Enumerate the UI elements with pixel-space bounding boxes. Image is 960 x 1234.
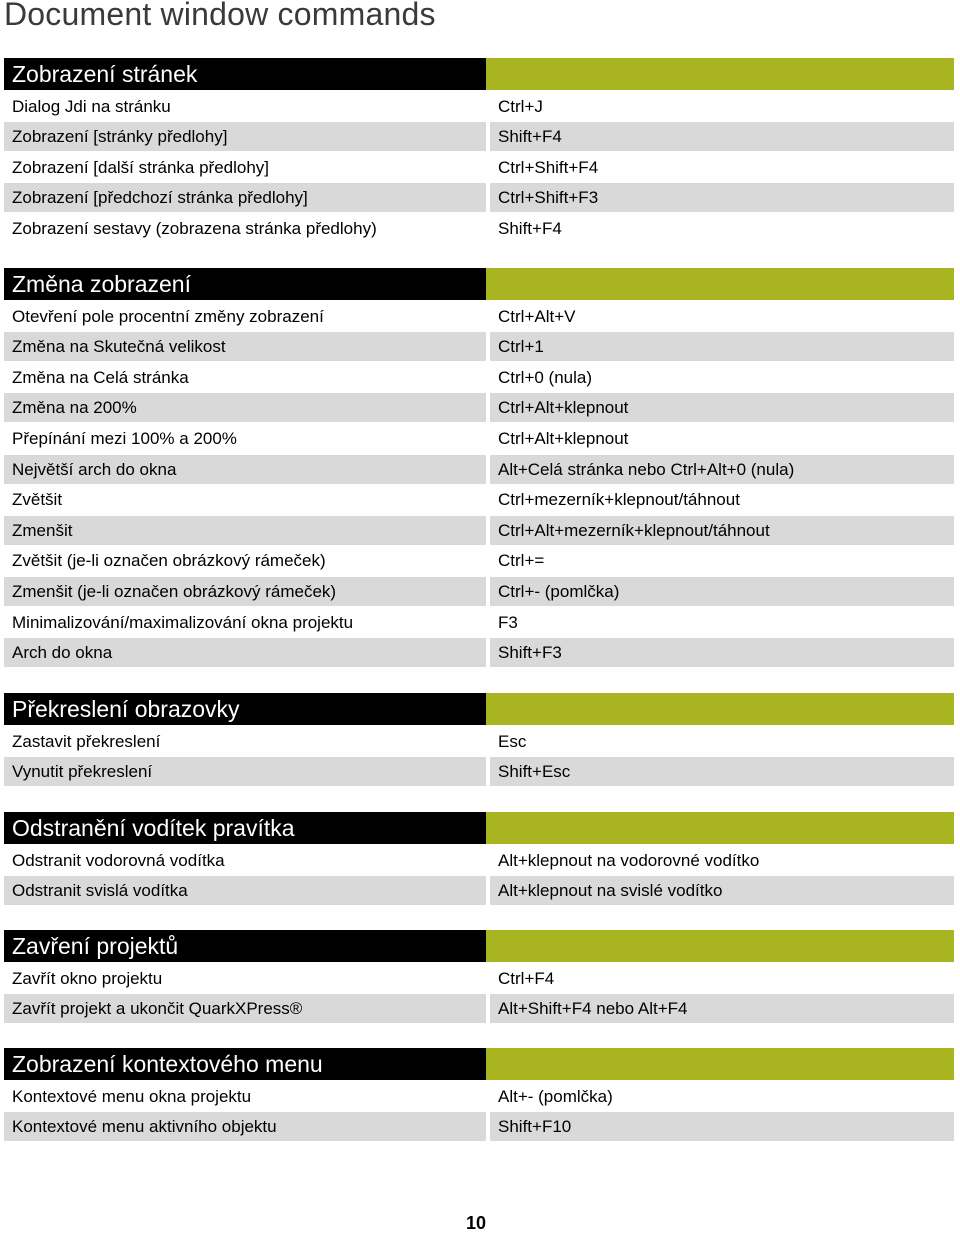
shortcut-row <box>4 332 954 361</box>
shortcut-section <box>4 58 954 243</box>
command-label: Změna na 200% <box>4 393 486 422</box>
command-label: Zastavit překreslení <box>4 727 486 756</box>
section-heading: Zobrazení stránek <box>4 58 486 90</box>
section-heading: Zavření projektů <box>4 930 486 962</box>
section-header <box>4 812 954 844</box>
shortcut-keys: Ctrl+Alt+mezerník+klepnout/táhnout <box>490 516 954 545</box>
shortcut-row <box>4 393 954 422</box>
shortcut-row <box>4 608 954 637</box>
page-title: Document window commands <box>4 0 436 32</box>
shortcut-keys: Ctrl+Shift+F4 <box>490 153 954 182</box>
shortcut-section <box>4 930 954 1023</box>
command-label: Odstranit svislá vodítka <box>4 876 486 905</box>
command-label: Zmenšit <box>4 516 486 545</box>
command-label: Přepínání mezi 100% a 200% <box>4 424 486 453</box>
shortcut-keys: Shift+F4 <box>490 122 954 151</box>
shortcut-row <box>4 122 954 151</box>
command-label: Vynutit překreslení <box>4 757 486 786</box>
shortcut-keys: Ctrl+= <box>490 546 954 575</box>
shortcut-keys: Alt+Shift+F4 nebo Alt+F4 <box>490 994 954 1023</box>
shortcut-section <box>4 268 954 667</box>
command-label: Změna na Skutečná velikost <box>4 332 486 361</box>
shortcut-keys: F3 <box>490 608 954 637</box>
shortcut-row <box>4 1112 954 1141</box>
shortcut-keys: Shift+Esc <box>490 757 954 786</box>
shortcut-keys: Ctrl+Shift+F3 <box>490 183 954 212</box>
shortcut-keys: Esc <box>490 727 954 756</box>
command-label: Zavřít projekt a ukončit QuarkXPress® <box>4 994 486 1023</box>
shortcut-keys: Alt+klepnout na vodorovné vodítko <box>490 846 954 875</box>
shortcut-row <box>4 964 954 993</box>
shortcut-keys: Alt+Celá stránka nebo Ctrl+Alt+0 (nula) <box>490 455 954 484</box>
command-label: Otevření pole procentní změny zobrazení <box>4 302 486 331</box>
command-label: Zvětšit (je-li označen obrázkový rámeček) <box>4 546 486 575</box>
command-label: Zobrazení [stránky předlohy] <box>4 122 486 151</box>
shortcut-keys: Alt+klepnout na svislé vodítko <box>490 876 954 905</box>
shortcut-keys: Shift+F10 <box>490 1112 954 1141</box>
command-label: Kontextové menu aktivního objektu <box>4 1112 486 1141</box>
shortcut-keys: Ctrl+mezerník+klepnout/táhnout <box>490 485 954 514</box>
shortcut-row <box>4 757 954 786</box>
shortcut-row <box>4 302 954 331</box>
section-accent-bar <box>486 1048 954 1080</box>
page-number: 10 <box>465 1213 487 1233</box>
shortcut-keys: Ctrl+Alt+klepnout <box>490 424 954 453</box>
shortcut-keys: Ctrl+0 (nula) <box>490 363 954 392</box>
section-accent-bar <box>486 812 954 844</box>
section-heading: Změna zobrazení <box>4 268 486 300</box>
command-label: Kontextové menu okna projektu <box>4 1082 486 1111</box>
shortcut-row <box>4 727 954 756</box>
shortcut-row <box>4 363 954 392</box>
shortcut-keys: Ctrl+Alt+V <box>490 302 954 331</box>
section-heading: Zobrazení kontextového menu <box>4 1048 486 1080</box>
shortcut-row <box>4 424 954 453</box>
shortcut-section <box>4 693 954 786</box>
shortcut-section <box>4 1048 954 1141</box>
shortcut-keys: Ctrl+1 <box>490 332 954 361</box>
shortcut-row <box>4 153 954 182</box>
command-label: Zobrazení [další stránka předlohy] <box>4 153 486 182</box>
shortcut-row <box>4 876 954 905</box>
shortcut-keys: Shift+F3 <box>490 638 954 667</box>
section-header <box>4 930 954 962</box>
command-label: Dialog Jdi na stránku <box>4 92 486 121</box>
command-label: Zobrazení [předchozí stránka předlohy] <box>4 183 486 212</box>
shortcut-row <box>4 1082 954 1111</box>
shortcut-row <box>4 92 954 121</box>
shortcut-keys: Alt+- (pomlčka) <box>490 1082 954 1111</box>
section-accent-bar <box>486 268 954 300</box>
shortcut-keys: Ctrl+J <box>490 92 954 121</box>
section-header <box>4 1048 954 1080</box>
shortcut-keys: Ctrl+- (pomlčka) <box>490 577 954 606</box>
command-label: Zobrazení sestavy (zobrazena stránka předlohy) <box>4 214 486 243</box>
command-label: Zavřít okno projektu <box>4 964 486 993</box>
shortcut-row <box>4 516 954 545</box>
section-heading: Překreslení obrazovky <box>4 693 486 725</box>
section-header <box>4 58 954 90</box>
shortcut-keys: Ctrl+F4 <box>490 964 954 993</box>
shortcut-row <box>4 994 954 1023</box>
command-label: Odstranit vodorovná vodítka <box>4 846 486 875</box>
command-label: Změna na Celá stránka <box>4 363 486 392</box>
command-label: Zvětšit <box>4 485 486 514</box>
section-accent-bar <box>486 693 954 725</box>
shortcut-keys: Ctrl+Alt+klepnout <box>490 393 954 422</box>
command-label: Největší arch do okna <box>4 455 486 484</box>
shortcut-keys: Shift+F4 <box>490 214 954 243</box>
section-header <box>4 268 954 300</box>
shortcut-row <box>4 577 954 606</box>
shortcut-row <box>4 485 954 514</box>
section-header <box>4 693 954 725</box>
shortcut-row <box>4 846 954 875</box>
section-heading: Odstranění vodítek pravítka <box>4 812 486 844</box>
shortcut-row <box>4 638 954 667</box>
command-label: Zmenšit (je-li označen obrázkový rámeček) <box>4 577 486 606</box>
command-label: Arch do okna <box>4 638 486 667</box>
section-accent-bar <box>486 930 954 962</box>
command-label: Minimalizování/maximalizování okna projektu <box>4 608 486 637</box>
shortcut-row <box>4 455 954 484</box>
shortcut-row <box>4 546 954 575</box>
shortcut-row <box>4 214 954 243</box>
section-accent-bar <box>486 58 954 90</box>
shortcut-section <box>4 812 954 905</box>
shortcut-row <box>4 183 954 212</box>
